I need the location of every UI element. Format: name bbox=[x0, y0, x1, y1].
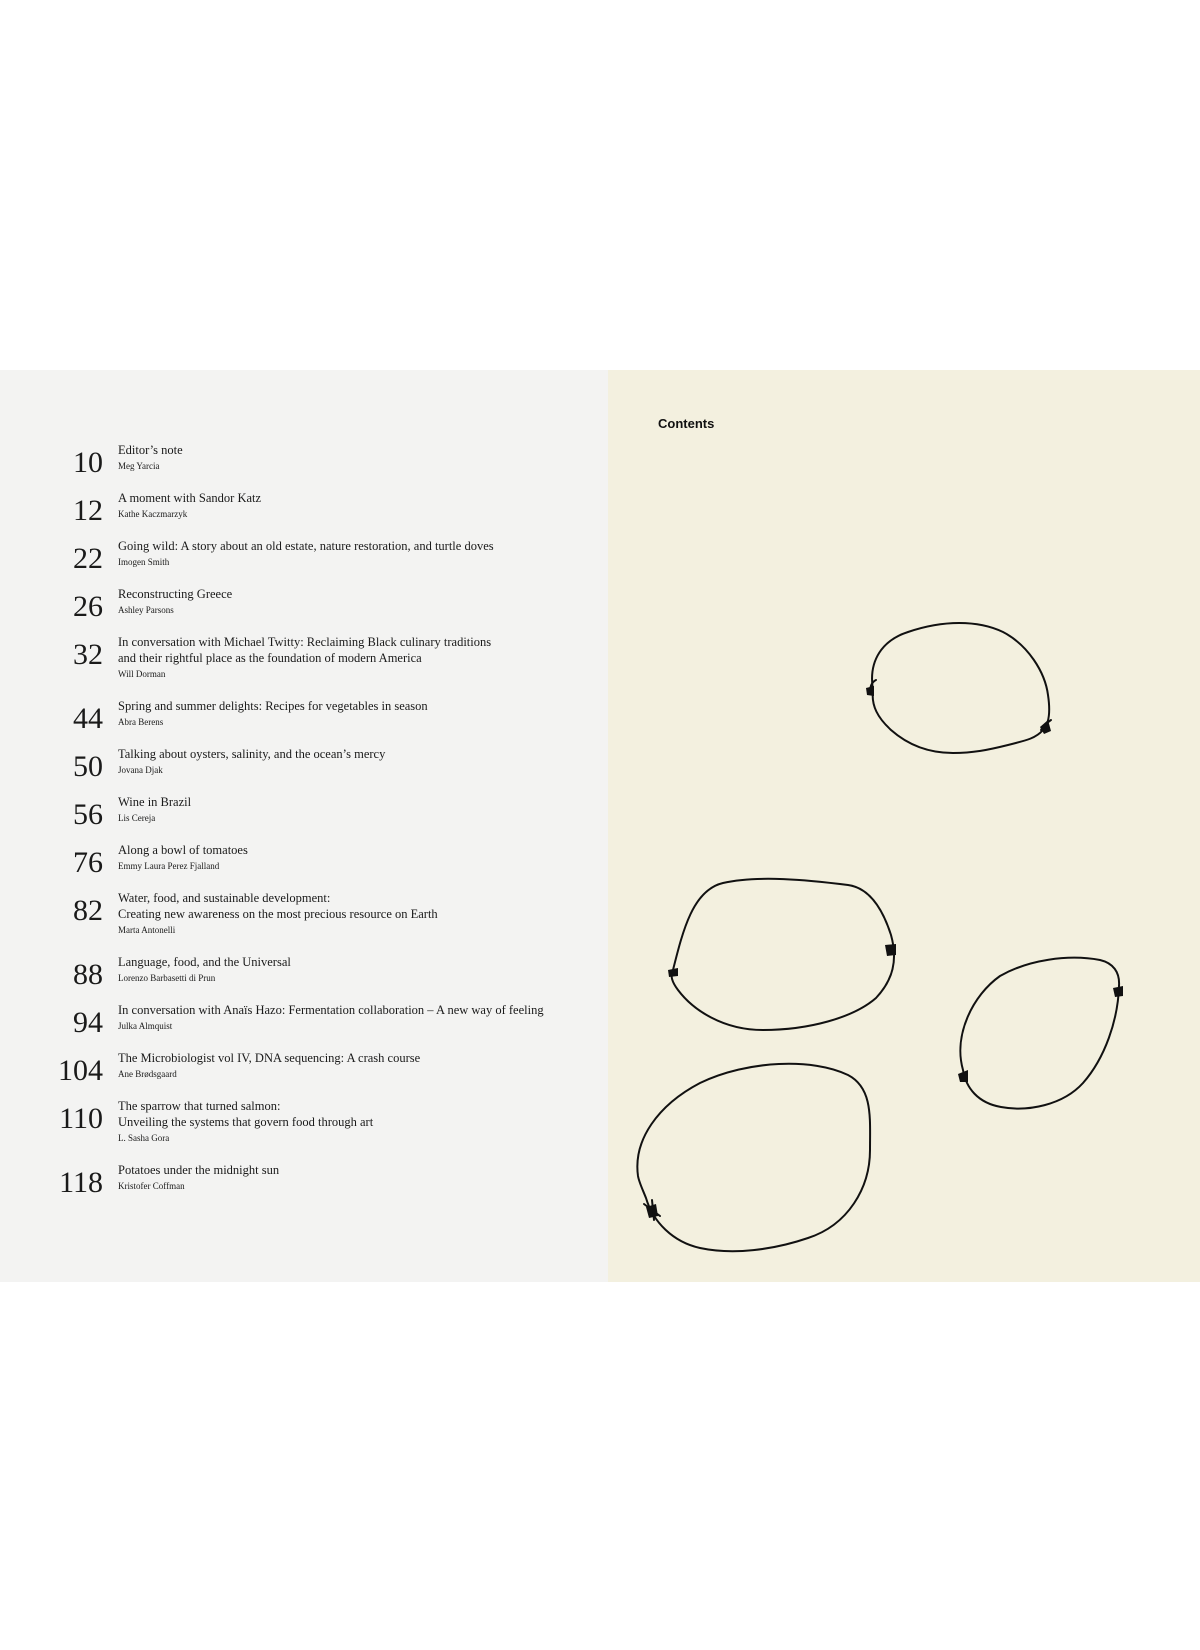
toc-author: Will Dorman bbox=[118, 669, 166, 679]
toc-page-number: 50 bbox=[73, 750, 103, 783]
toc-page-number: 110 bbox=[59, 1102, 103, 1135]
toc-page-number: 94 bbox=[73, 1006, 103, 1039]
lemon-line-drawing-icon bbox=[668, 879, 896, 1030]
toc-author: Abra Berens bbox=[118, 717, 164, 727]
toc-page-number: 118 bbox=[59, 1166, 103, 1199]
toc-entry bbox=[0, 634, 608, 698]
toc-page-number: 10 bbox=[73, 446, 103, 479]
toc-page-number: 22 bbox=[73, 542, 103, 575]
toc-author: Imogen Smith bbox=[118, 557, 170, 567]
toc-author: Lis Cereja bbox=[118, 813, 156, 823]
left-page bbox=[0, 370, 608, 1282]
toc-page-number: 26 bbox=[73, 590, 103, 623]
toc-page-number: 88 bbox=[73, 958, 103, 991]
toc-author: Meg Yarcia bbox=[118, 461, 160, 471]
table-of-contents bbox=[0, 442, 608, 1210]
toc-title: The Microbiologist vol IV, DNA sequencing: A crash course bbox=[118, 1051, 421, 1065]
toc-title: A moment with Sandor Katz bbox=[118, 491, 262, 505]
toc-entry bbox=[0, 490, 608, 538]
toc-author: Kathe Kaczmarzyk bbox=[118, 509, 188, 519]
toc-entry bbox=[0, 1002, 608, 1050]
toc-title: Along a bowl of tomatoes bbox=[118, 843, 248, 857]
toc-entry bbox=[0, 538, 608, 586]
toc-entry bbox=[0, 1098, 608, 1162]
toc-title: Wine in Brazil bbox=[118, 795, 192, 809]
toc-page-number: 44 bbox=[73, 702, 103, 735]
toc-entry bbox=[0, 442, 608, 490]
right-page bbox=[608, 370, 1200, 1282]
toc-author: Emmy Laura Perez Fjalland bbox=[118, 861, 220, 871]
toc-title: Language, food, and the Universal bbox=[118, 955, 291, 969]
toc-entry bbox=[0, 746, 608, 794]
lemon-line-drawing-icon bbox=[958, 958, 1123, 1109]
toc-title: Potatoes under the midnight sun bbox=[118, 1163, 280, 1177]
toc-author: Marta Antonelli bbox=[118, 925, 176, 935]
toc-author: Kristofer Coffman bbox=[118, 1181, 185, 1191]
toc-author: Ashley Parsons bbox=[118, 605, 174, 615]
lemon-line-drawing-icon bbox=[866, 623, 1051, 753]
toc-page-number: 82 bbox=[73, 894, 103, 927]
toc-entry bbox=[0, 1050, 608, 1098]
toc-title: Reconstructing Greece bbox=[118, 587, 233, 601]
toc-author: Julka Almquist bbox=[118, 1021, 173, 1031]
contents-heading: Contents bbox=[658, 416, 715, 431]
toc-title: Spring and summer delights: Recipes for vegetables in season bbox=[118, 699, 428, 713]
toc-page-number: 32 bbox=[73, 638, 103, 671]
toc-page-number: 12 bbox=[73, 494, 103, 527]
lemon-illustration bbox=[608, 370, 1200, 1282]
magazine-spread bbox=[0, 370, 1200, 1282]
toc-entry bbox=[0, 954, 608, 1002]
toc-entry bbox=[0, 794, 608, 842]
toc-entry bbox=[0, 586, 608, 634]
toc-title: Editor’s note bbox=[118, 443, 183, 457]
toc-page-number: 104 bbox=[58, 1054, 103, 1087]
toc-page-number: 56 bbox=[73, 798, 103, 831]
toc-page-number: 76 bbox=[73, 846, 103, 879]
toc-entry bbox=[0, 890, 608, 954]
toc-author: Ane Brødsgaard bbox=[118, 1069, 177, 1079]
toc-title: In conversation with Michael Twitty: Reclaiming Black culinary traditions and their rightful place as the foundation of modern America bbox=[118, 635, 492, 665]
lemon-line-drawing-icon bbox=[637, 1064, 870, 1251]
toc-entry bbox=[0, 842, 608, 890]
toc-title: Talking about oysters, salinity, and the ocean’s mercy bbox=[118, 747, 386, 761]
toc-author: Jovana Djak bbox=[118, 765, 163, 775]
toc-entry bbox=[0, 698, 608, 746]
toc-author: L. Sasha Gora bbox=[118, 1133, 170, 1143]
toc-entry bbox=[0, 1162, 608, 1210]
toc-title: Going wild: A story about an old estate, nature restoration, and turtle doves bbox=[118, 539, 494, 553]
toc-title: Water, food, and sustainable development: Creating new awareness on the most precious resource on Earth bbox=[118, 891, 438, 921]
toc-title: The sparrow that turned salmon: Unveiling the systems that govern food through art bbox=[118, 1099, 374, 1129]
toc-author: Lorenzo Barbasetti di Prun bbox=[118, 973, 216, 983]
toc-title: In conversation with Anaïs Hazo: Fermentation collaboration – A new way of feeling bbox=[118, 1003, 544, 1017]
